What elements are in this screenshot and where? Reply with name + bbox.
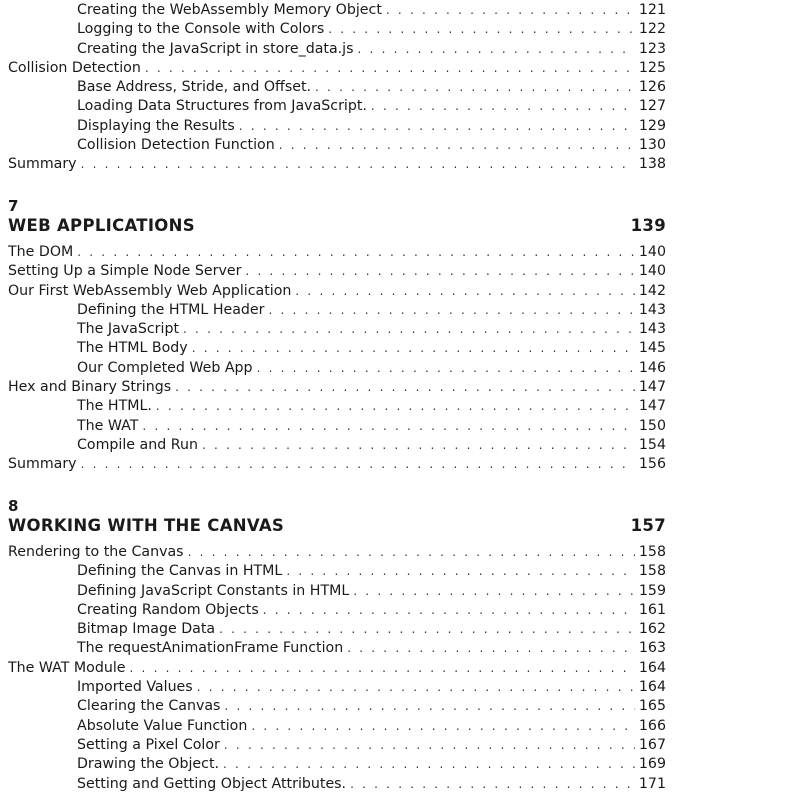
toc-entry-page: 169	[638, 756, 666, 773]
toc-entry[interactable]	[8, 1, 666, 20]
toc-entry-title: Rendering to the Canvas	[8, 544, 184, 560]
dot-leader	[263, 601, 635, 620]
toc-entry-title: Creating the JavaScript in store_data.js	[77, 40, 354, 57]
toc-entry-page: 167	[638, 736, 666, 753]
dot-leader	[268, 301, 634, 320]
toc-entry-page: 127	[638, 98, 666, 115]
toc-entry-title: The DOM	[8, 244, 74, 260]
toc-entry-page: 142	[638, 282, 666, 299]
toc-entry[interactable]	[8, 620, 666, 639]
dot-leader	[224, 736, 635, 755]
toc-entry-title: Compile and Run	[77, 436, 198, 453]
toc-entry[interactable]	[8, 243, 666, 262]
toc-entry-page: 158	[638, 563, 666, 580]
toc-section-chapter8	[8, 543, 666, 794]
toc-entry-page: 143	[638, 301, 666, 318]
dot-leader	[219, 620, 635, 639]
toc-entry[interactable]	[8, 301, 666, 320]
toc-entry[interactable]	[8, 59, 666, 78]
toc-entry-title: Setting and Getting Object Attributes.	[77, 775, 347, 792]
toc-entry[interactable]	[8, 339, 666, 358]
dot-leader	[145, 59, 635, 78]
dot-leader	[130, 659, 635, 678]
toc-entry[interactable]	[8, 320, 666, 339]
toc-entry-page: 158	[638, 544, 666, 560]
toc-entry-page: 140	[638, 263, 666, 280]
toc-entry[interactable]	[8, 659, 666, 678]
toc-entry-page: 156	[638, 456, 666, 473]
toc-entry-page: 123	[638, 40, 666, 57]
toc-entry-title: The WAT Module	[8, 659, 126, 676]
dot-leader	[156, 397, 635, 416]
toc-entry-title: Setting a Pixel Color	[77, 736, 220, 753]
toc-entry[interactable]	[8, 697, 666, 716]
toc-entry-title: Displaying the Results	[77, 117, 235, 134]
toc-entry-title: Summary	[8, 456, 77, 473]
toc-entry-page: 146	[638, 359, 666, 376]
toc-entry-title: The WAT	[77, 417, 139, 434]
toc-entry[interactable]	[8, 775, 666, 794]
toc-entry-title: Absolute Value Function	[77, 717, 248, 734]
toc-entry-page: 150	[638, 417, 666, 434]
toc-entry-title: The JavaScript	[77, 321, 180, 338]
dot-leader	[224, 697, 634, 716]
toc-entry[interactable]	[8, 359, 666, 378]
toc-entry[interactable]	[8, 562, 666, 581]
toc-entry[interactable]	[8, 136, 666, 155]
dot-leader	[245, 262, 634, 281]
dot-leader	[223, 755, 635, 774]
dot-leader	[183, 320, 635, 339]
chapter-title: WORKING WITH THE CANVAS	[8, 516, 285, 535]
dot-leader	[188, 543, 635, 562]
toc-entry-page: 161	[638, 601, 666, 618]
dot-leader	[239, 117, 635, 136]
toc-entry-page: 164	[638, 659, 666, 676]
toc-entry-page: 130	[638, 137, 666, 154]
toc-entry-title: Our First WebAssembly Web Application	[8, 282, 292, 299]
toc-entry-title: Clearing the Canvas	[77, 698, 221, 715]
dot-leader	[386, 1, 635, 20]
toc-entry-page: 147	[638, 379, 666, 396]
toc-entry-title: The HTML.	[77, 398, 152, 415]
toc-entry-title: Loading Data Structures from JavaScript.	[77, 98, 367, 115]
toc-entry-page: 145	[638, 340, 666, 357]
toc-entry-title: Our Completed Web App	[77, 359, 253, 376]
toc-entry[interactable]	[8, 155, 666, 174]
chapter-title: WEB APPLICATIONS	[8, 216, 195, 235]
toc-entry[interactable]	[8, 40, 666, 59]
chapter-8-heading	[8, 497, 666, 537]
toc-entry[interactable]	[8, 417, 666, 436]
dot-leader	[81, 155, 635, 174]
toc-entry-page: 162	[638, 621, 666, 638]
dot-leader	[350, 775, 635, 794]
toc-entry[interactable]	[8, 378, 666, 397]
toc-section-top	[8, 1, 666, 175]
toc-entry-page: 138	[638, 156, 666, 173]
toc-entry[interactable]	[8, 678, 666, 697]
chapter-page: 139	[630, 216, 666, 235]
toc-entry-title: Defining JavaScript Constants in HTML	[77, 582, 350, 599]
dot-leader	[197, 678, 635, 697]
toc-entry[interactable]	[8, 20, 666, 39]
toc-entry-title: Setting Up a Simple Node Server	[8, 263, 242, 280]
dot-leader	[257, 359, 635, 378]
toc-entry-title: Logging to the Console with Colors	[77, 21, 325, 38]
toc-entry[interactable]	[8, 639, 666, 658]
toc-entry-page: 165	[638, 698, 666, 715]
toc-entry-page: 171	[638, 775, 666, 792]
chapter-page: 157	[630, 516, 666, 535]
toc-entry-title: Hex and Binary Strings	[8, 379, 172, 396]
dot-leader	[192, 339, 635, 358]
toc-entry-title: Collision Detection	[8, 59, 141, 76]
toc-entry-page: 154	[638, 436, 666, 453]
toc-entry[interactable]	[8, 262, 666, 281]
toc-entry-title: Creating the WebAssembly Memory Object	[77, 2, 382, 18]
toc-entry-title: Summary	[8, 156, 77, 173]
toc-entry-title: Bitmap Image Data	[77, 621, 216, 638]
toc-entry[interactable]	[8, 543, 666, 562]
dot-leader	[328, 20, 635, 39]
toc-entry[interactable]	[8, 455, 666, 474]
toc-entry[interactable]	[8, 436, 666, 455]
toc-entry-page: 126	[638, 79, 666, 96]
dot-leader	[353, 582, 635, 601]
toc-entry-title: Defining the Canvas in HTML	[77, 563, 283, 580]
toc-entry[interactable]	[8, 601, 666, 620]
toc-entry[interactable]	[8, 282, 666, 301]
toc-entry[interactable]	[8, 717, 666, 736]
dot-leader	[142, 417, 634, 436]
chapter-number: 7	[8, 197, 19, 215]
toc-entry-title: Base Address, Stride, and Offset.	[77, 79, 312, 96]
toc-entry-page: 122	[638, 21, 666, 38]
dot-leader	[358, 40, 635, 59]
toc-entry-title: Imported Values	[77, 679, 193, 696]
toc-entry-page: 125	[638, 59, 666, 76]
toc-entry-page: 163	[638, 640, 666, 657]
toc-entry[interactable]	[8, 755, 666, 774]
toc-entry[interactable]	[8, 78, 666, 97]
toc-entry-page: 147	[638, 398, 666, 415]
dot-leader	[279, 136, 635, 155]
dot-leader	[175, 378, 635, 397]
toc-entry-title: The HTML Body	[77, 340, 188, 357]
toc-entry[interactable]	[8, 397, 666, 416]
chapter-number: 8	[8, 497, 19, 515]
dot-leader	[371, 97, 635, 116]
toc-entry[interactable]	[8, 582, 666, 601]
toc-section-chapter7	[8, 243, 666, 475]
toc-entry-title: Collision Detection Function	[77, 137, 275, 154]
dot-leader	[315, 78, 635, 97]
toc-entry-page: 164	[638, 679, 666, 696]
chapter-7-heading	[8, 197, 666, 237]
toc-entry[interactable]	[8, 97, 666, 116]
toc-entry[interactable]	[8, 117, 666, 136]
toc-entry-title: Creating Random Objects	[77, 601, 259, 618]
dot-leader	[347, 639, 635, 658]
toc-entry-page: 159	[638, 582, 666, 599]
dot-leader	[251, 717, 635, 736]
toc-entry-title: Defining the HTML Header	[77, 301, 265, 318]
toc-entry-page: 166	[638, 717, 666, 734]
toc-entry[interactable]	[8, 736, 666, 755]
toc-entry-page: 143	[638, 321, 666, 338]
dot-leader	[295, 282, 635, 301]
toc-entry-page: 129	[638, 117, 666, 134]
dot-leader	[202, 436, 635, 455]
toc-entry-page: 140	[638, 244, 666, 260]
dot-leader	[77, 243, 635, 262]
dot-leader	[81, 455, 635, 474]
dot-leader	[286, 562, 635, 581]
toc-entry-page: 121	[638, 2, 666, 18]
toc-entry-title: The requestAnimationFrame Function	[77, 640, 344, 657]
toc-entry-title: Drawing the Object.	[77, 756, 220, 773]
